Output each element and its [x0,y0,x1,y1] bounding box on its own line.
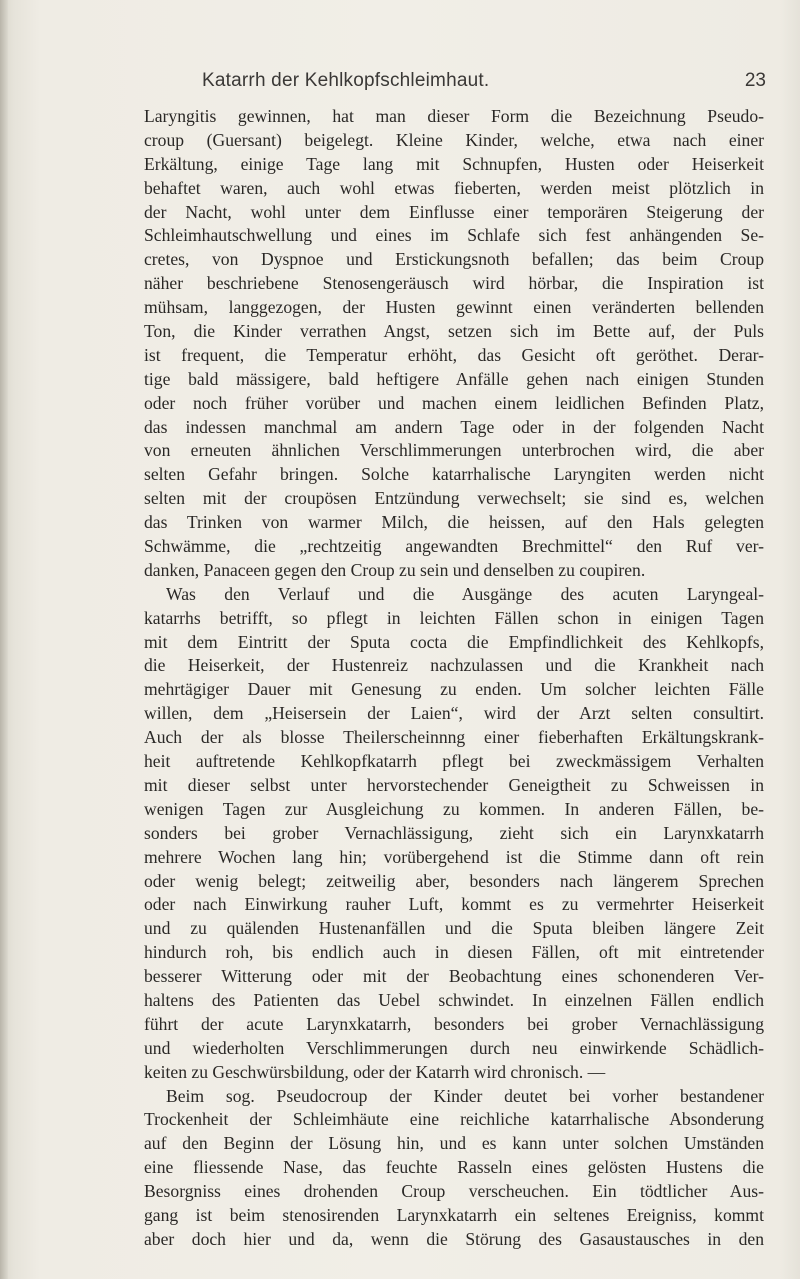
text-line: aber doch hier und da, wenn die Störung des Gasaustausches in den [144,1228,764,1249]
text-line: hindurch roh, bis endlich auch in diesen Fällen, oft mit eintretender [144,942,764,963]
text-line: der Nacht, wohl unter dem Einflusse einer temporären Steigerung der [144,201,764,222]
text-line: Trockenheit der Schleimhäute eine reichliche katarrhalische Absonderung [144,1109,764,1130]
page-number: 23 [744,70,766,91]
text-line: sonders bei grober Vernachlässigung, zieht sich ein Larynxkatarrh [144,822,764,843]
text-line: Besorgniss eines drohenden Croup verscheuchen. Ein tödtlicher Aus- [144,1181,764,1202]
page-header [130,70,790,98]
page-binding-edge [0,0,8,1279]
text-line: oder wenig belegt; zeitweilig aber, besonders nach längerem Sprechen [144,870,764,891]
text-line: von erneuten ähnlichen Verschlimmerungen unterbrochen wird, die aber [144,440,764,461]
text-line: haltens des Patienten das Uebel schwindet. In einzelnen Fällen endlich [144,989,764,1010]
text-line: eine fliessende Nase, das feuchte Rasseln eines gelösten Hustens die [144,1157,764,1178]
text-line: und wiederholten Verschlimmerungen durch neu einwirkende Schädlich- [144,1037,764,1058]
text-line: katarrhs betrifft, so pflegt in leichten Fällen schon in einigen Tagen [144,607,764,628]
text-line: mühsam, langgezogen, der Husten gewinnt einen veränderten bellenden [144,297,764,318]
text-line: wenigen Tagen zur Ausgleichung zu kommen. In anderen Fällen, be- [144,798,764,819]
text-line: Schleimhautschwellung und eines im Schlafe sich fest anhängenden Se- [144,225,764,246]
paragraph-start-line: Was den Verlauf und die Ausgänge des acuten Laryngeal- [166,583,764,604]
text-line: selten Gefahr bringen. Solche katarrhalische Laryngiten werden nicht [144,464,764,485]
text-line: mit dieser selbst unter hervorstechender Geneigtheit zu Schweissen in [144,774,764,795]
text-line: heit auftretende Kehlkopfkatarrh pflegt bei zweckmässigem Verhalten [144,751,764,772]
text-line: die Heiserkeit, der Hustenreiz nachzulassen und die Krankheit nach [144,655,764,676]
text-line: Auch der als blosse Theilerscheinnng einer fieberhaften Erkältungskrank- [144,727,764,748]
text-line: cretes, von Dyspnoe und Erstickungsnoth befallen; das beim Croup [144,249,764,270]
text-line: besserer Witterung oder mit der Beobachtung eines schonenderen Ver- [144,966,764,987]
text-line: oder nach Einwirkung rauher Luft, kommt es zu vermehrter Heiserkeit [144,894,764,915]
text-line: das indessen manchmal am andern Tage oder in der folgenden Nacht [144,416,764,437]
text-line: auf den Beginn der Lösung hin, und es kann unter solchen Umständen [144,1133,764,1154]
text-line: gang ist beim stenosirenden Larynxkatarrh ein seltenes Ereigniss, kommt [144,1204,764,1225]
text-line: Ton, die Kinder verrathen Angst, setzen sich im Bette auf, der Puls [144,321,764,342]
text-line: willen, dem „Heisersein der Laien“, wird der Arzt selten consultirt. [144,703,764,724]
text-line: behaftet waren, auch wohl etwas fieberten, werden meist plötzlich in [144,177,764,198]
text-line: ist frequent, die Temperatur erhöht, das Gesicht oft geröthet. Derar- [144,344,764,365]
text-line: mehrtägiger Dauer mit Genesung zu enden. Um solcher leichten Fälle [144,679,764,700]
paragraph-end-line: keiten zu Geschwürsbildung, oder der Katarrh wird chronisch. — [144,1061,606,1082]
paragraph-start-line: Beim sog. Pseudocroup der Kinder deutet bei vorher bestandener [166,1085,764,1106]
text-line: oder noch früher vorüber und machen einem leidlichen Befinden Platz, [144,392,764,413]
text-line: und zu quälenden Hustenanfällen und die Sputa bleiben längere Zeit [144,918,764,939]
text-line: Laryngitis gewinnen, hat man dieser Form die Bezeichnung Pseudo- [144,106,764,126]
text-line: mit dem Eintritt der Sputa cocta die Empfindlichkeit des Kehlkopfs, [144,631,764,652]
paragraph-end-line: danken, Panaceen gegen den Croup zu sein und denselben zu coupiren. [144,559,646,580]
text-line: Erkältung, einige Tage lang mit Schnupfen, Husten oder Heiserkeit [144,153,764,174]
text-line: näher beschriebene Stenosengeräusch wird hörbar, die Inspiration ist [144,273,764,294]
text-line: selten mit der croupösen Entzündung verwechselt; sie sind es, welchen [144,488,764,509]
running-title: Katarrh der Kehlkopfschleimhaut. [202,70,490,91]
text-line: croup (Guersant) beigelegt. Kleine Kinder, welche, etwa nach einer [144,129,764,150]
text-line: Schwämme, die „rechtzeitig angewandten Brechmittel“ den Ruf ver- [144,536,764,557]
text-line: mehrere Wochen lang hin; vorübergehend ist die Stimme dann oft rein [144,846,764,867]
text-line: führt der acute Larynxkatarrh, besonders bei grober Vernachlässigung [144,1013,764,1034]
body-text [144,105,764,1252]
text-line: tige bald mässigere, bald heftigere Anfälle gehen nach einigen Stunden [144,368,764,389]
text-line: das Trinken von warmer Milch, die heissen, auf den Hals gelegten [144,512,764,533]
